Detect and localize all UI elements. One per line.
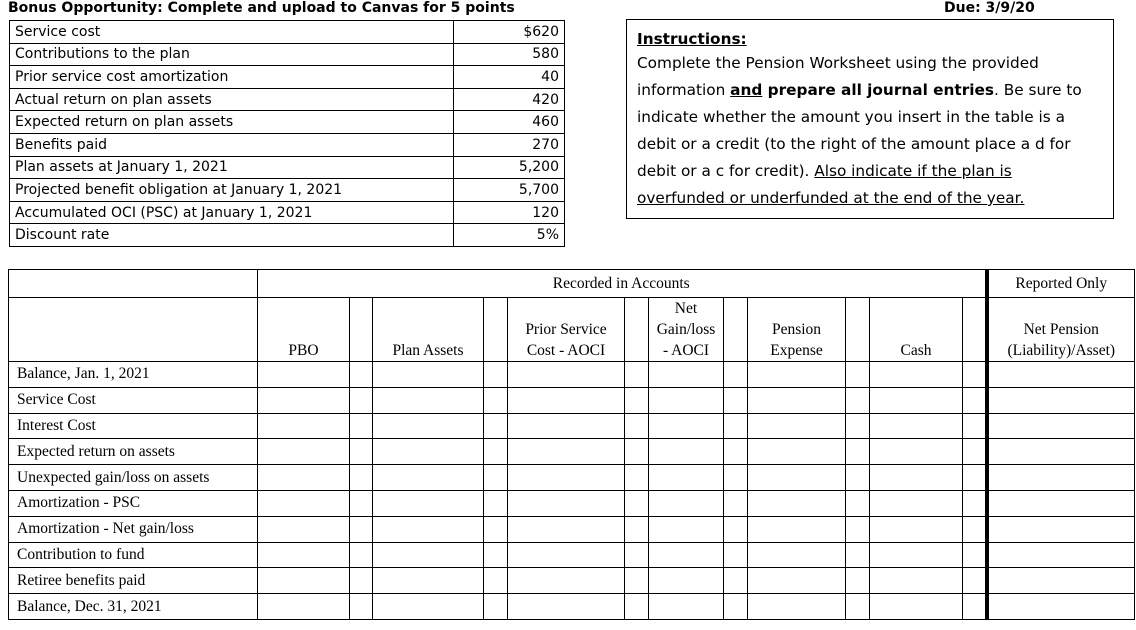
amount-cell[interactable] [870, 594, 963, 620]
amount-cell[interactable] [870, 542, 963, 568]
amount-cell[interactable] [748, 490, 846, 516]
pension-worksheet [8, 269, 1135, 620]
given-label: Accumulated OCI (PSC) at January 1, 2021 [10, 201, 454, 224]
dc-cell[interactable] [350, 413, 373, 439]
given-value: 460 [454, 111, 565, 134]
dc-cell[interactable] [963, 516, 987, 542]
given-label: Plan assets at January 1, 2021 [10, 156, 454, 179]
worksheet-row [9, 413, 1135, 439]
amount-cell[interactable] [987, 490, 1135, 516]
worksheet-row-label: Interest Cost [9, 413, 258, 439]
amount-cell[interactable] [870, 516, 963, 542]
dc-cell[interactable] [625, 516, 649, 542]
dc-cell[interactable] [963, 465, 987, 491]
worksheet-row-label: Service Cost [9, 387, 258, 413]
amount-cell[interactable] [373, 465, 484, 491]
corner-cell [9, 270, 258, 298]
amount-cell[interactable] [870, 439, 963, 465]
worksheet-row [9, 490, 1135, 516]
amount-cell[interactable] [649, 516, 724, 542]
amount-cell[interactable] [258, 490, 350, 516]
dc-cell[interactable] [625, 439, 649, 465]
dc-cell[interactable] [724, 516, 748, 542]
dc-cell[interactable] [484, 465, 508, 491]
given-data-row [10, 201, 565, 224]
given-value: 5,700 [454, 179, 565, 202]
worksheet-row-label: Amortization - Net gain/loss [9, 516, 258, 542]
given-data-row [10, 88, 565, 111]
dc-cell[interactable] [846, 568, 870, 594]
amount-cell[interactable] [373, 516, 484, 542]
amount-cell[interactable] [870, 413, 963, 439]
worksheet-row [9, 516, 1135, 542]
dc-cell[interactable] [484, 542, 508, 568]
given-value: 580 [454, 43, 565, 66]
amount-cell[interactable] [987, 439, 1135, 465]
dc-cell[interactable] [350, 594, 373, 620]
amount-cell[interactable] [508, 362, 625, 388]
amount-cell[interactable] [987, 568, 1135, 594]
dc-cell[interactable] [484, 362, 508, 388]
amount-cell[interactable] [508, 594, 625, 620]
worksheet-row [9, 439, 1135, 465]
dc-cell[interactable] [350, 387, 373, 413]
dc-cell[interactable] [625, 387, 649, 413]
dc-cell[interactable] [484, 568, 508, 594]
dc-cell[interactable] [350, 490, 373, 516]
amount-cell[interactable] [649, 362, 724, 388]
dc-cell[interactable] [963, 387, 987, 413]
dc-cell[interactable] [963, 490, 987, 516]
dc-cell[interactable] [625, 542, 649, 568]
amount-cell[interactable] [649, 387, 724, 413]
worksheet-row-label: Balance, Dec. 31, 2021 [9, 594, 258, 620]
amount-cell[interactable] [258, 594, 350, 620]
given-label: Discount rate [10, 224, 454, 247]
dc-cell[interactable] [625, 594, 649, 620]
amount-cell[interactable] [373, 542, 484, 568]
amount-cell[interactable] [870, 490, 963, 516]
amount-cell[interactable] [373, 568, 484, 594]
instructions-line: indicate whether the amount you insert in the table is a [637, 108, 1065, 126]
given-value: 5,200 [454, 156, 565, 179]
dc-cell[interactable] [625, 490, 649, 516]
amount-cell[interactable] [508, 413, 625, 439]
instructions-box [626, 19, 1114, 219]
amount-cell[interactable] [987, 387, 1135, 413]
given-data-row [10, 224, 565, 247]
given-data-table [9, 20, 565, 247]
dc-cell[interactable] [724, 568, 748, 594]
dc-cell[interactable] [963, 362, 987, 388]
amount-cell[interactable] [748, 362, 846, 388]
recorded-in-accounts-header: Recorded in Accounts [258, 270, 987, 298]
amount-cell[interactable] [373, 490, 484, 516]
dc-cell[interactable] [350, 542, 373, 568]
given-label: Benefits paid [10, 133, 454, 156]
dc-cell[interactable] [846, 439, 870, 465]
given-value: 420 [454, 88, 565, 111]
dc-cell[interactable] [625, 413, 649, 439]
amount-cell[interactable] [258, 439, 350, 465]
given-data-row [10, 21, 565, 44]
amount-cell[interactable] [748, 594, 846, 620]
amount-cell[interactable] [508, 490, 625, 516]
worksheet-row [9, 568, 1135, 594]
amount-cell[interactable] [373, 413, 484, 439]
instructions-heading: Instructions: [637, 30, 747, 48]
amount-cell[interactable] [508, 542, 625, 568]
given-value: 40 [454, 66, 565, 89]
given-data-row [10, 43, 565, 66]
dc-cell[interactable] [724, 362, 748, 388]
given-data-row [10, 133, 565, 156]
amount-cell[interactable] [987, 362, 1135, 388]
instructions-line: overfunded or underfunded at the end of the year. [637, 189, 1025, 207]
amount-cell[interactable] [649, 594, 724, 620]
given-label: Contributions to the plan [10, 43, 454, 66]
worksheet-row [9, 594, 1135, 620]
dc-cell[interactable] [724, 387, 748, 413]
dc-cell[interactable] [846, 594, 870, 620]
dc-cell[interactable] [963, 413, 987, 439]
net-gain-loss-header: Net Gain/loss - AOCI [649, 298, 724, 362]
pbo-header: PBO [258, 298, 350, 362]
dc-cell[interactable] [846, 362, 870, 388]
dc-cell[interactable] [625, 568, 649, 594]
amount-cell[interactable] [748, 413, 846, 439]
dc-cell[interactable] [484, 516, 508, 542]
amount-cell[interactable] [258, 413, 350, 439]
amount-cell[interactable] [987, 542, 1135, 568]
worksheet-row-label: Amortization - PSC [9, 490, 258, 516]
amount-cell[interactable] [508, 387, 625, 413]
reported-only-header: Reported Only [987, 270, 1135, 298]
dc-cell[interactable] [846, 465, 870, 491]
dc-cell[interactable] [724, 465, 748, 491]
dc-cell[interactable] [963, 568, 987, 594]
dc-cell[interactable] [724, 413, 748, 439]
instructions-line: debit or a credit (to the right of the amount place a d for [637, 135, 1071, 153]
dc-cell[interactable] [350, 465, 373, 491]
given-value: 5% [454, 224, 565, 247]
label-header-cell [9, 298, 258, 362]
given-data-row [10, 66, 565, 89]
worksheet-row [9, 465, 1135, 491]
amount-cell[interactable] [987, 594, 1135, 620]
dc-cell[interactable] [724, 439, 748, 465]
amount-cell[interactable] [987, 413, 1135, 439]
dc-cell[interactable] [350, 516, 373, 542]
amount-cell[interactable] [258, 362, 350, 388]
instructions-line: information and prepare all journal entries. Be sure to [637, 81, 1082, 99]
dc-cell[interactable] [484, 439, 508, 465]
worksheet-row-label: Expected return on assets [9, 439, 258, 465]
amount-cell[interactable] [508, 516, 625, 542]
dc-cell[interactable] [846, 413, 870, 439]
worksheet-row-label: Retiree benefits paid [9, 568, 258, 594]
amount-cell[interactable] [258, 465, 350, 491]
dc-cell[interactable] [350, 362, 373, 388]
worksheet-row [9, 542, 1135, 568]
given-data-row [10, 179, 565, 202]
dc-cell[interactable] [846, 516, 870, 542]
amount-cell[interactable] [258, 568, 350, 594]
dc-cell[interactable] [846, 542, 870, 568]
given-label: Prior service cost amortization [10, 66, 454, 89]
given-value: 120 [454, 201, 565, 224]
amount-cell[interactable] [258, 542, 350, 568]
given-data-row [10, 156, 565, 179]
amount-cell[interactable] [649, 568, 724, 594]
dc-cell[interactable] [350, 568, 373, 594]
worksheet-row-label: Balance, Jan. 1, 2021 [9, 362, 258, 388]
given-label: Projected benefit obligation at January 1, 2021 [10, 179, 454, 202]
net-pension-header: Net Pension (Liability)/Asset) [987, 298, 1135, 362]
amount-cell[interactable] [649, 413, 724, 439]
cash-header: Cash [870, 298, 963, 362]
due-date: Due: 3/9/20 [944, 0, 1035, 16]
amount-cell[interactable] [508, 439, 625, 465]
worksheet-row [9, 362, 1135, 388]
given-label: Actual return on plan assets [10, 88, 454, 111]
amount-cell[interactable] [987, 516, 1135, 542]
amount-cell[interactable] [870, 568, 963, 594]
amount-cell[interactable] [748, 542, 846, 568]
dc-cell[interactable] [484, 413, 508, 439]
plan-assets-header: Plan Assets [373, 298, 484, 362]
instructions-line: Complete the Pension Worksheet using the provided [637, 54, 1039, 72]
amount-cell[interactable] [508, 465, 625, 491]
amount-cell[interactable] [649, 465, 724, 491]
instructions-line: debit or a c for credit). Also indicate if the plan is [637, 162, 1012, 180]
amount-cell[interactable] [748, 387, 846, 413]
amount-cell[interactable] [258, 516, 350, 542]
worksheet-row-label: Contribution to fund [9, 542, 258, 568]
amount-cell[interactable] [373, 362, 484, 388]
amount-cell[interactable] [870, 362, 963, 388]
dc-cell[interactable] [724, 490, 748, 516]
dc-cell[interactable] [963, 439, 987, 465]
dc-cell[interactable] [724, 542, 748, 568]
given-label: Expected return on plan assets [10, 111, 454, 134]
dc-cell[interactable] [963, 594, 987, 620]
dc-cell[interactable] [625, 362, 649, 388]
amount-cell[interactable] [870, 387, 963, 413]
amount-cell[interactable] [649, 439, 724, 465]
prior-service-cost-header: Prior Service Cost - AOCI [508, 298, 625, 362]
given-value: 270 [454, 133, 565, 156]
worksheet-row [9, 387, 1135, 413]
amount-cell[interactable] [649, 542, 724, 568]
given-data-row [10, 111, 565, 134]
dc-cell[interactable] [846, 490, 870, 516]
amount-cell[interactable] [258, 387, 350, 413]
pension-expense-header: Pension Expense [748, 298, 846, 362]
amount-cell[interactable] [508, 568, 625, 594]
page-title: Bonus Opportunity: Complete and upload to Canvas for 5 points [8, 0, 515, 16]
given-value: $620 [454, 21, 565, 44]
amount-cell[interactable] [870, 465, 963, 491]
amount-cell[interactable] [987, 465, 1135, 491]
given-label: Service cost [10, 21, 454, 44]
worksheet-row-label: Unexpected gain/loss on assets [9, 465, 258, 491]
dc-cell[interactable] [484, 490, 508, 516]
dc-cell[interactable] [963, 542, 987, 568]
amount-cell[interactable] [748, 516, 846, 542]
dc-cell[interactable] [350, 439, 373, 465]
dc-cell[interactable] [724, 594, 748, 620]
amount-cell[interactable] [373, 594, 484, 620]
amount-cell[interactable] [373, 387, 484, 413]
amount-cell[interactable] [748, 568, 846, 594]
dc-cell[interactable] [484, 387, 508, 413]
dc-cell[interactable] [484, 594, 508, 620]
amount-cell[interactable] [373, 439, 484, 465]
dc-cell[interactable] [625, 465, 649, 491]
amount-cell[interactable] [649, 490, 724, 516]
dc-cell[interactable] [846, 387, 870, 413]
amount-cell[interactable] [748, 465, 846, 491]
amount-cell[interactable] [748, 439, 846, 465]
